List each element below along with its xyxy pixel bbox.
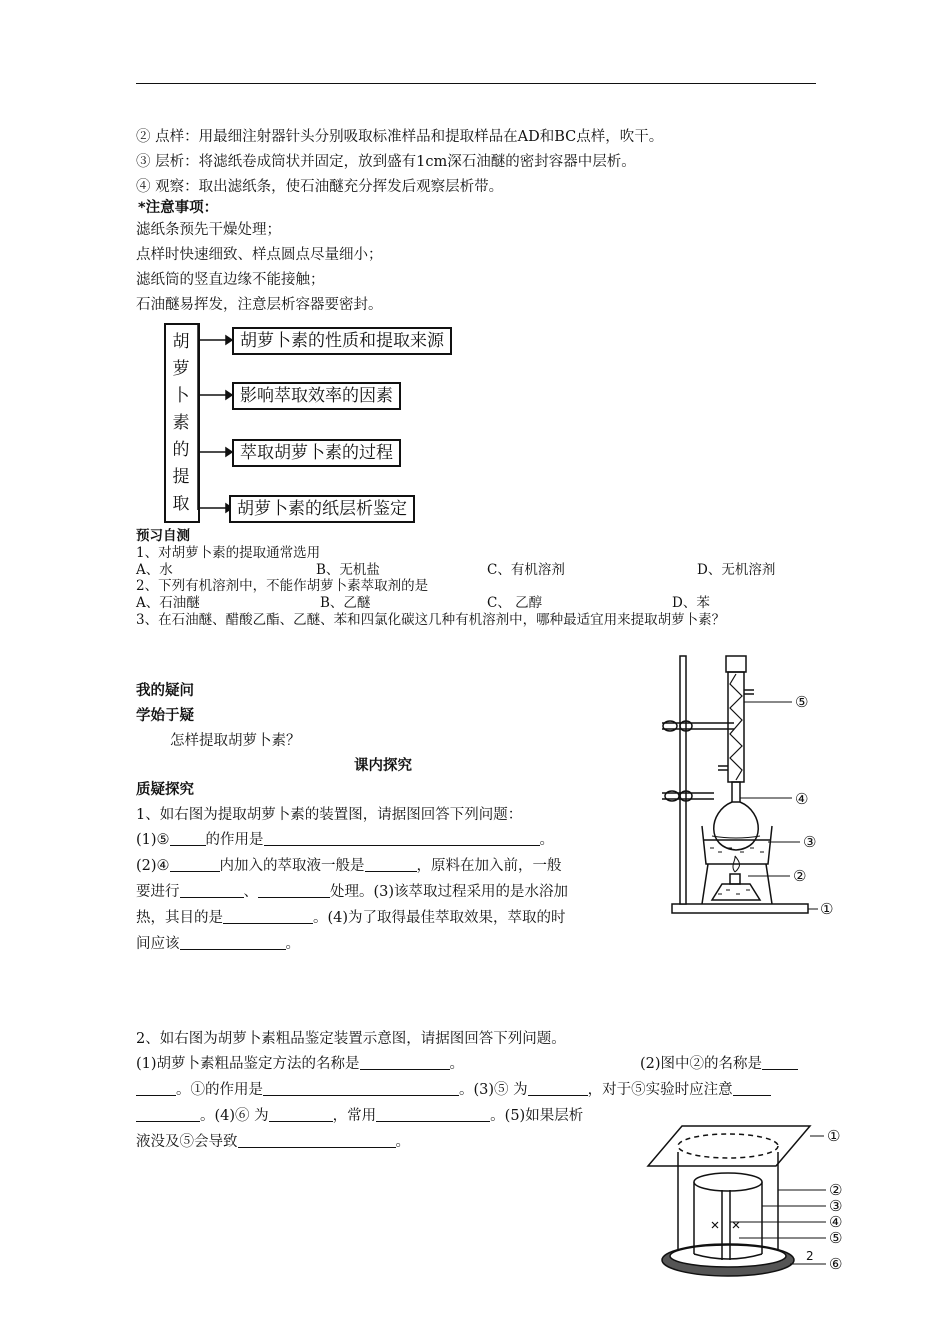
q-identify-text: (1)胡萝卜素粗品鉴定方法的名称是 (136, 1056, 360, 1072)
q-extract-text: 、 (243, 884, 258, 900)
q-identify-text: (2)图中②的名称是 (640, 1056, 763, 1072)
preview-title: 预习自测 (136, 528, 190, 544)
step-observe: ④ 观察：取出滤纸条，使石油醚充分挥发后观察层析带。 (136, 179, 504, 195)
answer-blank[interactable] (180, 935, 286, 950)
flow-item-process: 萃取胡萝卜素的过程 (232, 439, 401, 467)
q1-option-c: C、有机溶剂 (487, 562, 565, 578)
apparatus-label: ① (820, 900, 834, 918)
answer-blank[interactable] (223, 909, 313, 924)
q-identify-text: ，对于⑤实验时应注意 (587, 1082, 733, 1098)
flow-vertical-char: 取 (172, 494, 190, 514)
q1-option-b: B、无机盐 (316, 562, 380, 578)
answer-blank[interactable] (263, 1081, 459, 1096)
q-extract-text: 热，其目的是 (136, 910, 223, 926)
stand-rod (680, 656, 686, 904)
q-identify-text: ，常用 (332, 1108, 377, 1124)
answer-blank[interactable] (376, 1107, 490, 1122)
flow-item-properties: 胡萝卜素的性质和提取来源 (232, 327, 452, 355)
chroma-label: ⑤ (829, 1229, 843, 1247)
chroma-number: 2 (806, 1249, 814, 1263)
flow-vertical-char: 提 (172, 467, 190, 487)
answer-blank[interactable] (360, 1055, 450, 1070)
chroma-label: ③ (829, 1197, 843, 1215)
apparatus-label: ④ (795, 790, 809, 808)
step-spotting: ② 点样：用最细注射器针头分别吸取标准样品和提取样品在AD和BC点样，吹干。 (136, 129, 664, 145)
extraction-apparatus-figure (652, 650, 852, 925)
flow-item-paper-chromatography: 胡萝卜素的纸层析鉴定 (229, 495, 415, 523)
answer-blank[interactable] (136, 1081, 176, 1096)
step-chromatography: ③ 层析：将滤纸卷成筒状并固定，放到盛有1cm深石油醚的密封容器中层析。 (136, 154, 636, 170)
q-identify-text: 。(5)如果层析 (490, 1108, 584, 1124)
q-extract-text: 间应该 (136, 936, 180, 952)
answer-blank[interactable] (170, 831, 206, 846)
q-extract-stem: 1、如右图为提取胡萝卜素的装置图，请据图回答下列问题： (136, 807, 523, 823)
apparatus-label: ③ (803, 833, 817, 851)
q-extract-text: 。 (285, 936, 300, 952)
q-identify-text: 。(3)⑤ 为 (459, 1082, 528, 1098)
flow-vertical-char: 胡 (172, 332, 190, 352)
q-extract-text: 要进行 (136, 884, 180, 900)
q-identify-text: 液没及⑤会导致 (136, 1134, 238, 1150)
flow-vertical-char: 卜 (172, 386, 190, 406)
answer-blank[interactable] (269, 1107, 333, 1122)
chroma-label: ② (829, 1181, 843, 1199)
glass-cover-plate (648, 1126, 810, 1166)
q-extract-text: 。(4)为了取得最佳萃取效果，萃取的时 (313, 910, 566, 926)
stand-base (672, 904, 808, 913)
flow-vertical-char: 素 (172, 413, 190, 433)
note-item: 石油醚易挥发，注意层析容器要密封。 (136, 297, 383, 313)
learn-title: 学始于疑 (136, 708, 194, 724)
answer-blank[interactable] (238, 1133, 396, 1148)
round-bottom-flask (714, 802, 759, 850)
q-identify-text: 。 (449, 1056, 465, 1072)
chroma-label: ① (827, 1127, 841, 1145)
how-question: 怎样提取胡萝卜素？ (170, 733, 301, 749)
chromatography-figure (640, 1122, 860, 1282)
q3-stem: 3、在石油醚、醋酸乙酯、乙醚、苯和四氯化碳这几种有机溶剂中，哪种最适宜用来提取胡萝卜素？ (136, 612, 726, 628)
answer-blank[interactable] (528, 1081, 588, 1096)
q2-option-c: C、 乙醇 (487, 595, 543, 611)
q-extract-text: 。 (539, 832, 555, 848)
flow-vertical-box (164, 323, 200, 523)
q2-option-d: D、苯 (672, 595, 710, 611)
q2-stem: 2、下列有机溶剂中，不能作胡萝卜素萃取剂的是 (136, 578, 429, 594)
apparatus-label: ② (793, 867, 807, 885)
answer-blank[interactable] (258, 883, 330, 898)
flow-item-efficiency: 影响萃取效率的因素 (232, 382, 401, 410)
filter-paper-cylinder (694, 1182, 762, 1254)
note-item: 滤纸筒的竖直边缘不能接触； (136, 272, 325, 288)
q1-option-d: D、无机溶剂 (697, 562, 776, 578)
q-extract-text: (1)⑤ (136, 832, 170, 848)
q-identify-text: 。①的作用是 (176, 1082, 263, 1098)
apparatus-label: ⑤ (795, 693, 809, 711)
flow-vertical-char: 的 (172, 440, 190, 460)
notes-title: *注意事项： (138, 200, 219, 216)
class-explore-title: 课内探究 (354, 758, 412, 774)
my-question-title: 我的疑问 (136, 683, 194, 699)
answer-blank[interactable] (170, 857, 220, 872)
note-item: 点样时快速细致、样点圆点尽量细小； (136, 247, 383, 263)
chroma-label: ④ (829, 1213, 843, 1231)
q1-stem: 1、对胡萝卜素的提取通常选用 (136, 545, 321, 561)
answer-blank[interactable] (180, 883, 244, 898)
q2-option-b: B、乙醚 (320, 595, 371, 611)
answer-blank[interactable] (264, 831, 540, 846)
q-identify-stem: 2、如右图为胡萝卜素粗品鉴定装置示意图，请据图回答下列问题。 (136, 1031, 566, 1047)
q1-option-a: A、水 (136, 562, 173, 578)
header-rule (136, 83, 816, 84)
alcohol-lamp (712, 884, 760, 900)
q-extract-text: 处理。(3)该萃取过程采用的是水浴加 (330, 884, 569, 900)
chroma-label: ⑥ (829, 1255, 843, 1273)
answer-blank[interactable] (762, 1055, 798, 1070)
q-identify-text: 。(4)⑥ 为 (200, 1108, 269, 1124)
q-identify-text: 。 (395, 1134, 410, 1150)
answer-blank[interactable] (733, 1081, 771, 1096)
q-extract-paragraph (136, 827, 636, 957)
answer-blank[interactable] (136, 1107, 200, 1122)
explore-title: 质疑探究 (136, 782, 194, 798)
q2-option-a: A、石油醚 (136, 595, 200, 611)
q-extract-text: ，原料在加入前，一般 (416, 858, 562, 874)
q-extract-text: 内加入的萃取液一般是 (219, 858, 365, 874)
flow-vertical-char: 萝 (172, 359, 190, 379)
q-extract-text: (2)④ (136, 858, 170, 874)
answer-blank[interactable] (365, 857, 417, 872)
q-extract-text: 的作用是 (205, 832, 264, 848)
note-item: 滤纸条预先干燥处理； (136, 222, 281, 238)
